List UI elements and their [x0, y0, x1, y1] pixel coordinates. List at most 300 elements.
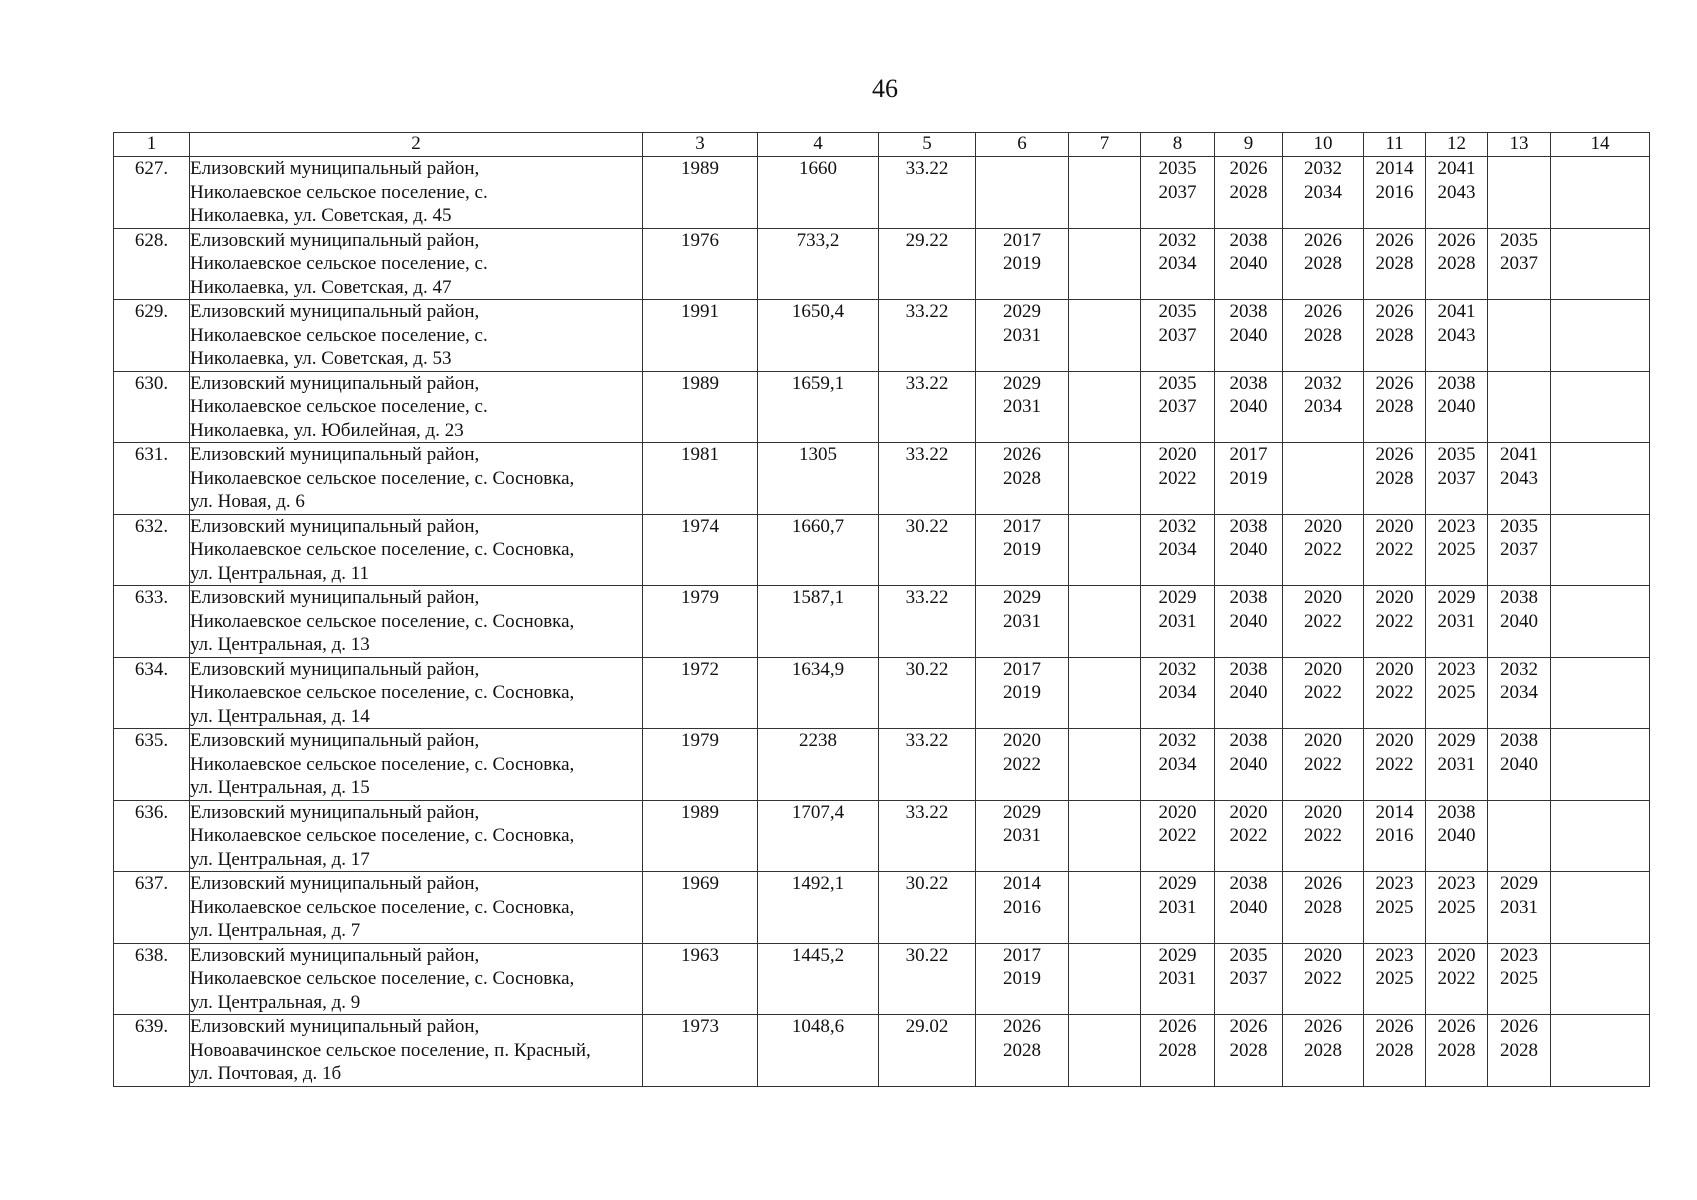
repair-period-cell	[1215, 657, 1283, 729]
row-number-cell: 636.	[114, 800, 190, 872]
table-row	[114, 300, 1650, 372]
area-cell: 1707,4	[758, 800, 879, 872]
period-year: 2040	[1229, 324, 1268, 346]
table-row	[114, 943, 1650, 1015]
row-number-cell: 633.	[114, 586, 190, 658]
repair-period-cell	[1069, 371, 1141, 443]
repair-period-cell	[1488, 657, 1551, 729]
repair-period-cell	[1364, 300, 1426, 372]
repair-period-cell	[1069, 872, 1141, 944]
period-year: 2031	[1003, 610, 1041, 632]
period-year: 2026	[1229, 158, 1268, 179]
repair-period-cell	[1141, 514, 1215, 586]
repair-period-cell	[976, 800, 1069, 872]
period-year: 2035	[1437, 444, 1476, 465]
period-year: 2029	[1003, 801, 1041, 823]
period-year: 2022	[1304, 539, 1342, 560]
address-cell	[190, 943, 643, 1015]
period-year: 2032	[1158, 515, 1197, 537]
repair-period-cell	[1215, 872, 1283, 944]
period-year: 2031	[1437, 753, 1476, 775]
period-year: 2038	[1500, 730, 1538, 751]
address-cell	[190, 228, 643, 300]
address-cell	[190, 443, 643, 515]
period-year: 2026	[1437, 1016, 1476, 1037]
repair-period-cell	[1215, 300, 1283, 372]
address-line: Елизовский муниципальный район,	[190, 444, 480, 465]
header-cell: 1	[114, 133, 190, 157]
header-cell: 13	[1488, 133, 1551, 157]
header-cell: 10	[1283, 133, 1364, 157]
repair-period-cell	[976, 586, 1069, 658]
period-year: 2026	[1229, 1016, 1268, 1037]
period-year: 2032	[1304, 158, 1342, 179]
repair-period-cell	[1551, 157, 1650, 229]
period-year: 2031	[1003, 324, 1041, 346]
period-year: 2019	[1003, 968, 1041, 989]
period-year: 2022	[1304, 682, 1342, 703]
code-cell: 33.22	[879, 371, 976, 443]
address-line: Николаевка, ул. Советская, д. 53	[190, 348, 452, 369]
period-year: 2022	[1375, 753, 1414, 775]
address-line: Николаевское сельское поселение, с.	[190, 396, 488, 417]
period-year: 2023	[1500, 944, 1538, 966]
repair-period-cell	[1069, 729, 1141, 801]
housing-registry-table	[113, 132, 1650, 1087]
address-line: Николаевское сельское поселение, с. Сосновка,	[190, 968, 575, 989]
row-number-cell: 631.	[114, 443, 190, 515]
period-year: 2026	[1304, 1016, 1342, 1037]
repair-period-cell	[1069, 157, 1141, 229]
address-line: Николаевское сельское поселение, с. Сосновка,	[190, 753, 575, 775]
repair-period-cell	[1364, 657, 1426, 729]
period-year: 2025	[1437, 896, 1476, 918]
header-cell: 5	[879, 133, 976, 157]
repair-period-cell	[1364, 800, 1426, 872]
build-year-cell: 1976	[643, 228, 758, 300]
repair-period-cell	[976, 1015, 1069, 1087]
period-year: 2040	[1229, 896, 1268, 918]
period-year: 2034	[1158, 539, 1197, 560]
period-year: 2022	[1158, 825, 1197, 846]
address-cell	[190, 300, 643, 372]
address-cell	[190, 514, 643, 586]
period-year: 2038	[1229, 873, 1268, 894]
period-year: 2029	[1003, 372, 1041, 394]
repair-period-cell	[1426, 872, 1488, 944]
address-line: Елизовский муниципальный район,	[190, 229, 480, 251]
period-year: 2038	[1437, 801, 1476, 823]
period-year: 2020	[1229, 801, 1268, 823]
period-year: 2022	[1304, 753, 1342, 775]
address-line: Николаевское сельское поселение, с. Сосновка,	[190, 467, 575, 489]
address-line: ул. Новая, д. 6	[190, 491, 305, 512]
address-cell	[190, 800, 643, 872]
period-year: 2028	[1229, 181, 1268, 203]
address-cell	[190, 872, 643, 944]
area-cell: 1659,1	[758, 371, 879, 443]
code-cell: 30.22	[879, 657, 976, 729]
repair-period-cell	[1488, 371, 1551, 443]
repair-period-cell	[1426, 514, 1488, 586]
row-number-cell: 629.	[114, 300, 190, 372]
page-number: 46	[872, 74, 898, 103]
repair-period-cell	[976, 371, 1069, 443]
area-cell: 1650,4	[758, 300, 879, 372]
repair-period-cell	[976, 729, 1069, 801]
repair-period-cell	[1488, 872, 1551, 944]
repair-period-cell	[1488, 228, 1551, 300]
period-year: 2025	[1437, 539, 1476, 560]
code-cell: 30.22	[879, 943, 976, 1015]
address-line: Николаевское сельское поселение, с. Сосновка,	[190, 682, 575, 703]
address-line: Новоавачинское сельское поселение, п. Красный,	[190, 1039, 591, 1061]
period-year: 2038	[1229, 730, 1268, 751]
address-line: ул. Центральная, д. 17	[190, 848, 370, 870]
address-line: ул. Центральная, д. 13	[190, 634, 370, 655]
period-year: 2034	[1304, 396, 1342, 417]
repair-period-cell	[1069, 586, 1141, 658]
period-year: 2037	[1158, 181, 1197, 203]
period-year: 2022	[1158, 467, 1197, 489]
header-cell: 3	[643, 133, 758, 157]
address-line: Николаевское сельское поселение, с. Сосновка,	[190, 896, 575, 918]
code-cell: 33.22	[879, 443, 976, 515]
period-year: 2031	[1003, 825, 1041, 846]
period-year: 2014	[1375, 158, 1414, 179]
address-cell	[190, 157, 643, 229]
repair-period-cell	[1141, 443, 1215, 515]
period-year: 2035	[1158, 301, 1197, 322]
period-year: 2038	[1437, 372, 1476, 394]
repair-period-cell	[1141, 800, 1215, 872]
period-year: 2028	[1375, 324, 1414, 346]
build-year-cell: 1979	[643, 729, 758, 801]
build-year-cell: 1991	[643, 300, 758, 372]
repair-period-cell	[1551, 943, 1650, 1015]
repair-period-cell	[1283, 514, 1364, 586]
period-year: 2034	[1158, 682, 1197, 703]
period-year: 2016	[1003, 896, 1041, 918]
repair-period-cell	[1426, 800, 1488, 872]
address-line: Николаевка, ул. Юбилейная, д. 23	[190, 419, 464, 441]
table-row	[114, 157, 1650, 229]
repair-period-cell	[1069, 943, 1141, 1015]
period-year: 2017	[1003, 944, 1041, 966]
period-year: 2020	[1375, 658, 1414, 680]
period-year: 2038	[1229, 587, 1268, 608]
table-row	[114, 872, 1650, 944]
repair-period-cell	[1364, 371, 1426, 443]
period-year: 2020	[1437, 944, 1476, 966]
period-year: 2043	[1500, 467, 1538, 489]
repair-period-cell	[1426, 300, 1488, 372]
period-year: 2029	[1437, 730, 1476, 751]
period-year: 2031	[1003, 396, 1041, 417]
period-year: 2020	[1304, 658, 1342, 680]
address-line: Николаевское сельское поселение, с.	[190, 181, 488, 203]
table-row	[114, 228, 1650, 300]
repair-period-cell	[1551, 586, 1650, 658]
table-row	[114, 657, 1650, 729]
period-year: 2043	[1437, 181, 1476, 203]
period-year: 2037	[1158, 396, 1197, 417]
period-year: 2034	[1304, 181, 1342, 203]
period-year: 2040	[1229, 396, 1268, 417]
header-cell: 12	[1426, 133, 1488, 157]
header-cell: 4	[758, 133, 879, 157]
table-row	[114, 371, 1650, 443]
repair-period-cell	[1141, 872, 1215, 944]
period-year: 2040	[1500, 610, 1538, 632]
repair-period-cell	[1141, 371, 1215, 443]
repair-period-cell	[1488, 729, 1551, 801]
period-year: 2022	[1375, 682, 1414, 703]
address-line: Елизовский муниципальный район,	[190, 801, 480, 823]
period-year: 2038	[1229, 658, 1268, 680]
code-cell: 33.22	[879, 800, 976, 872]
period-year: 2041	[1437, 158, 1476, 179]
code-cell: 30.22	[879, 514, 976, 586]
repair-period-cell	[1488, 514, 1551, 586]
period-year: 2025	[1437, 682, 1476, 703]
period-year: 2025	[1375, 896, 1414, 918]
period-year: 2028	[1375, 396, 1414, 417]
build-year-cell: 1963	[643, 943, 758, 1015]
repair-period-cell	[1551, 443, 1650, 515]
row-number-cell: 628.	[114, 228, 190, 300]
period-year: 2026	[1375, 372, 1414, 394]
header-row	[114, 133, 1650, 157]
address-line: Николаевка, ул. Советская, д. 45	[190, 205, 452, 226]
repair-period-cell	[976, 443, 1069, 515]
build-year-cell: 1974	[643, 514, 758, 586]
period-year: 2022	[1375, 610, 1414, 632]
repair-period-cell	[1426, 443, 1488, 515]
build-year-cell: 1989	[643, 800, 758, 872]
period-year: 2031	[1437, 610, 1476, 632]
address-cell	[190, 729, 643, 801]
address-line: ул. Почтовая, д. 1б	[190, 1063, 342, 1084]
period-year: 2020	[1375, 587, 1414, 608]
repair-period-cell	[1283, 872, 1364, 944]
repair-period-cell	[1551, 657, 1650, 729]
period-year: 2019	[1003, 253, 1041, 274]
period-year: 2026	[1003, 1016, 1041, 1037]
period-year: 2020	[1304, 587, 1342, 608]
code-cell: 30.22	[879, 872, 976, 944]
period-year: 2026	[1003, 444, 1041, 465]
period-year: 2026	[1375, 1016, 1414, 1037]
period-year: 2029	[1158, 944, 1197, 966]
period-year: 2038	[1229, 515, 1268, 537]
period-year: 2026	[1158, 1016, 1197, 1037]
period-year: 2028	[1003, 467, 1041, 489]
repair-period-cell	[1069, 514, 1141, 586]
repair-period-cell	[1364, 729, 1426, 801]
repair-period-cell	[1215, 729, 1283, 801]
repair-period-cell	[1488, 1015, 1551, 1087]
table-row	[114, 1015, 1650, 1087]
repair-period-cell	[1141, 586, 1215, 658]
period-year: 2017	[1003, 515, 1041, 537]
period-year: 2037	[1437, 467, 1476, 489]
repair-period-cell	[1551, 514, 1650, 586]
period-year: 2031	[1158, 896, 1197, 918]
repair-period-cell	[1283, 443, 1364, 515]
repair-period-cell	[1364, 443, 1426, 515]
period-year: 2026	[1304, 229, 1342, 251]
repair-period-cell	[1551, 800, 1650, 872]
period-year: 2037	[1500, 539, 1538, 560]
repair-period-cell	[1488, 300, 1551, 372]
period-year: 2029	[1437, 587, 1476, 608]
repair-period-cell	[1488, 443, 1551, 515]
repair-period-cell	[1426, 943, 1488, 1015]
code-cell: 29.22	[879, 228, 976, 300]
period-year: 2028	[1375, 467, 1414, 489]
period-year: 2020	[1304, 801, 1342, 823]
period-year: 2037	[1158, 324, 1197, 346]
repair-period-cell	[1215, 800, 1283, 872]
period-year: 2014	[1003, 873, 1041, 894]
area-cell: 1048,6	[758, 1015, 879, 1087]
repair-period-cell	[1141, 157, 1215, 229]
period-year: 2028	[1375, 1039, 1414, 1061]
repair-period-cell	[1426, 586, 1488, 658]
table-row	[114, 586, 1650, 658]
period-year: 2031	[1500, 896, 1538, 918]
repair-period-cell	[1069, 657, 1141, 729]
period-year: 2029	[1500, 873, 1538, 894]
period-year: 2041	[1437, 301, 1476, 322]
period-year: 2040	[1437, 825, 1476, 846]
period-year: 2028	[1304, 896, 1342, 918]
period-year: 2040	[1437, 396, 1476, 417]
period-year: 2032	[1158, 658, 1197, 680]
header-cell: 11	[1364, 133, 1426, 157]
period-year: 2028	[1304, 253, 1342, 274]
period-year: 2041	[1500, 444, 1538, 465]
address-line: Николаевское сельское поселение, с. Сосновка,	[190, 825, 575, 846]
address-line: Елизовский муниципальный район,	[190, 587, 480, 608]
repair-period-cell	[1283, 800, 1364, 872]
repair-period-cell	[1141, 228, 1215, 300]
repair-period-cell	[1364, 1015, 1426, 1087]
period-year: 2020	[1375, 515, 1414, 537]
table-row	[114, 443, 1650, 515]
period-year: 2025	[1375, 968, 1414, 989]
address-line: ул. Центральная, д. 15	[190, 777, 370, 798]
address-line: ул. Центральная, д. 7	[190, 920, 361, 941]
row-number-cell: 627.	[114, 157, 190, 229]
period-year: 2017	[1003, 229, 1041, 251]
address-line: Елизовский муниципальный район,	[190, 658, 480, 680]
area-cell: 1492,1	[758, 872, 879, 944]
repair-period-cell	[976, 943, 1069, 1015]
repair-period-cell	[1551, 371, 1650, 443]
repair-period-cell	[1069, 300, 1141, 372]
period-year: 2020	[1304, 730, 1342, 751]
address-line: Елизовский муниципальный район,	[190, 1016, 480, 1037]
period-year: 2026	[1437, 229, 1476, 251]
table-header	[114, 133, 1650, 157]
area-cell: 733,2	[758, 228, 879, 300]
period-year: 2023	[1375, 944, 1414, 966]
repair-period-cell	[1215, 157, 1283, 229]
period-year: 2022	[1304, 968, 1342, 989]
repair-period-cell	[1283, 943, 1364, 1015]
repair-period-cell	[1551, 300, 1650, 372]
period-year: 2034	[1500, 682, 1538, 703]
header-cell: 6	[976, 133, 1069, 157]
header-cell: 7	[1069, 133, 1141, 157]
repair-period-cell	[976, 228, 1069, 300]
period-year: 2028	[1229, 1039, 1268, 1061]
repair-period-cell	[1426, 657, 1488, 729]
row-number-cell: 637.	[114, 872, 190, 944]
header-cell: 14	[1551, 133, 1650, 157]
repair-period-cell	[1364, 228, 1426, 300]
period-year: 2026	[1375, 444, 1414, 465]
row-number-cell: 638.	[114, 943, 190, 1015]
code-cell: 33.22	[879, 729, 976, 801]
repair-period-cell	[1069, 443, 1141, 515]
repair-period-cell	[1141, 729, 1215, 801]
header-cell: 8	[1141, 133, 1215, 157]
header-cell: 2	[190, 133, 643, 157]
period-year: 2022	[1437, 968, 1476, 989]
repair-period-cell	[1488, 800, 1551, 872]
period-year: 2020	[1158, 801, 1197, 823]
period-year: 2028	[1304, 1039, 1342, 1061]
period-year: 2028	[1437, 253, 1476, 274]
period-year: 2040	[1229, 610, 1268, 632]
address-cell	[190, 1015, 643, 1087]
repair-period-cell	[1283, 300, 1364, 372]
period-year: 2020	[1304, 515, 1342, 537]
period-year: 2023	[1437, 658, 1476, 680]
repair-period-cell	[1141, 943, 1215, 1015]
period-year: 2028	[1437, 1039, 1476, 1061]
area-cell: 1305	[758, 443, 879, 515]
repair-period-cell	[1551, 1015, 1650, 1087]
period-year: 2020	[1003, 730, 1041, 751]
period-year: 2035	[1500, 515, 1538, 537]
period-year: 2022	[1229, 825, 1268, 846]
period-year: 2040	[1500, 753, 1538, 775]
build-year-cell: 1981	[643, 443, 758, 515]
address-line: Елизовский муниципальный район,	[190, 730, 480, 751]
repair-period-cell	[1488, 157, 1551, 229]
address-cell	[190, 586, 643, 658]
repair-period-cell	[1488, 943, 1551, 1015]
build-year-cell: 1989	[643, 157, 758, 229]
area-cell: 1634,9	[758, 657, 879, 729]
address-line: Елизовский муниципальный район,	[190, 158, 480, 179]
repair-period-cell	[1364, 157, 1426, 229]
repair-period-cell	[976, 157, 1069, 229]
period-year: 2031	[1158, 968, 1197, 989]
repair-period-cell	[1426, 1015, 1488, 1087]
repair-period-cell	[1364, 943, 1426, 1015]
address-line: Николаевское сельское поселение, с.	[190, 253, 488, 274]
period-year: 2035	[1500, 229, 1538, 251]
code-cell: 33.22	[879, 300, 976, 372]
address-line: Елизовский муниципальный район,	[190, 301, 480, 322]
row-number-cell: 632.	[114, 514, 190, 586]
period-year: 2031	[1158, 610, 1197, 632]
